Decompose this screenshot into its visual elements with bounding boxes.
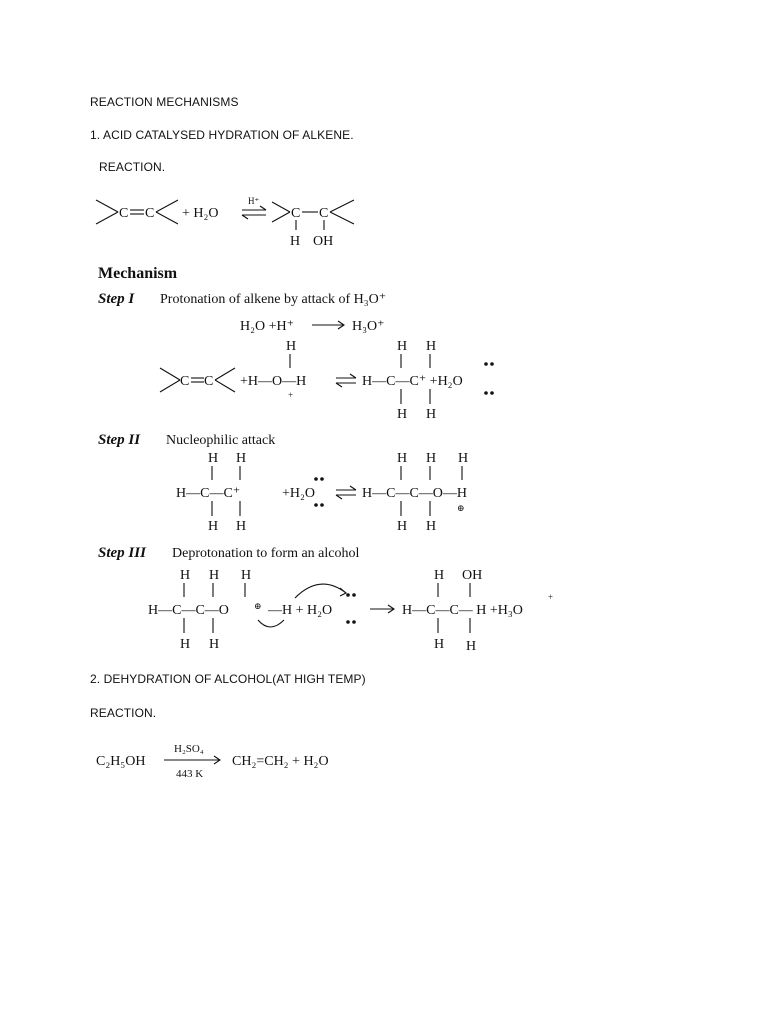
- mechanism-title: Mechanism: [98, 265, 178, 282]
- svg-text:+H—O—H: +H—O—H: [240, 374, 307, 389]
- svg-text:H: H: [426, 451, 437, 466]
- svg-text:H: H: [286, 339, 297, 354]
- catalyst-label: H⁺: [248, 196, 260, 206]
- svg-text:H: H: [397, 407, 408, 422]
- svg-text:H: H: [208, 451, 219, 466]
- svg-text:H: H: [397, 339, 408, 354]
- svg-text:C: C: [291, 206, 301, 221]
- svg-text:C: C: [204, 374, 214, 389]
- svg-text:+: +: [288, 390, 294, 400]
- svg-text:C: C: [319, 206, 329, 221]
- svg-text:+H₂O: +H₂O: [282, 486, 315, 501]
- svg-text:H: H: [458, 451, 469, 466]
- dehydration-temp: 443 K: [176, 768, 204, 780]
- svg-text:H: H: [209, 568, 220, 583]
- svg-text:—H + H₂O: —H + H₂O: [268, 603, 333, 618]
- svg-text:H: H: [241, 568, 252, 583]
- svg-text:+: +: [548, 592, 554, 602]
- svg-text:H: H: [426, 407, 437, 422]
- svg-text:C: C: [119, 206, 129, 221]
- svg-text:C: C: [145, 206, 155, 221]
- svg-text:H: H: [209, 637, 220, 652]
- svg-text:H₂O +H⁺: H₂O +H⁺: [240, 319, 294, 334]
- reaction-1-label: REACTION.: [99, 160, 166, 174]
- reaction-2-label: REACTION.: [90, 706, 157, 720]
- svg-text:H—C—C— H +H₃O: H—C—C— H +H₃O: [402, 603, 523, 618]
- svg-text:H—C—C⁺ +H₂O: H—C—C⁺ +H₂O: [362, 374, 463, 389]
- step1-label: Step I: [98, 291, 135, 307]
- svg-text:H: H: [180, 568, 191, 583]
- dehydration-reaction-figure: [90, 735, 390, 785]
- svg-text:⊕: ⊕: [457, 503, 465, 513]
- step1-desc: Protonation of alkene by attack of H₃O⁺: [160, 292, 387, 307]
- svg-text:H: H: [397, 519, 408, 534]
- product-oh-label: OH: [313, 234, 334, 249]
- svg-text:H: H: [397, 451, 408, 466]
- svg-text:H: H: [426, 519, 437, 534]
- svg-text:H: H: [426, 339, 437, 354]
- mechanism-figure: [90, 258, 570, 658]
- svg-text:⊕: ⊕: [254, 601, 262, 611]
- svg-text:H—C—C—O: H—C—C—O: [148, 603, 229, 618]
- svg-text:OH: OH: [462, 568, 483, 583]
- svg-text:H: H: [180, 637, 191, 652]
- svg-text:H: H: [208, 519, 219, 534]
- step3-desc: Deprotonation to form an alcohol: [172, 546, 360, 561]
- svg-text:H: H: [434, 637, 445, 652]
- svg-text:H: H: [236, 451, 247, 466]
- product-h-label: H: [290, 234, 301, 249]
- plus-water-label: + H₂O: [182, 206, 219, 221]
- svg-text:H: H: [236, 519, 247, 534]
- hydration-reaction-figure: [90, 190, 380, 250]
- svg-text:H₃O⁺: H₃O⁺: [352, 319, 385, 334]
- dehydration-reagent: H₂SO₄: [174, 743, 204, 755]
- section-1-heading: 1. ACID CATALYSED HYDRATION OF ALKENE.: [90, 128, 354, 142]
- svg-text:H: H: [434, 568, 445, 583]
- dehydration-reactant: C₂H₅OH: [96, 754, 146, 769]
- svg-text:H—C—C⁺: H—C—C⁺: [176, 486, 241, 501]
- dehydration-product: CH₂=CH₂ + H₂O: [232, 754, 329, 769]
- step3-label: Step III: [98, 545, 146, 561]
- section-2-heading: 2. DEHYDRATION OF ALCOHOL(AT HIGH TEMP): [90, 672, 366, 686]
- svg-text:H: H: [466, 639, 477, 654]
- doc-title: REACTION MECHANISMS: [90, 95, 239, 109]
- step2-label: Step II: [98, 432, 141, 448]
- svg-text:H—C—C—O—H: H—C—C—O—H: [362, 486, 468, 501]
- svg-text:C: C: [180, 374, 190, 389]
- step2-desc: Nucleophilic attack: [166, 433, 276, 448]
